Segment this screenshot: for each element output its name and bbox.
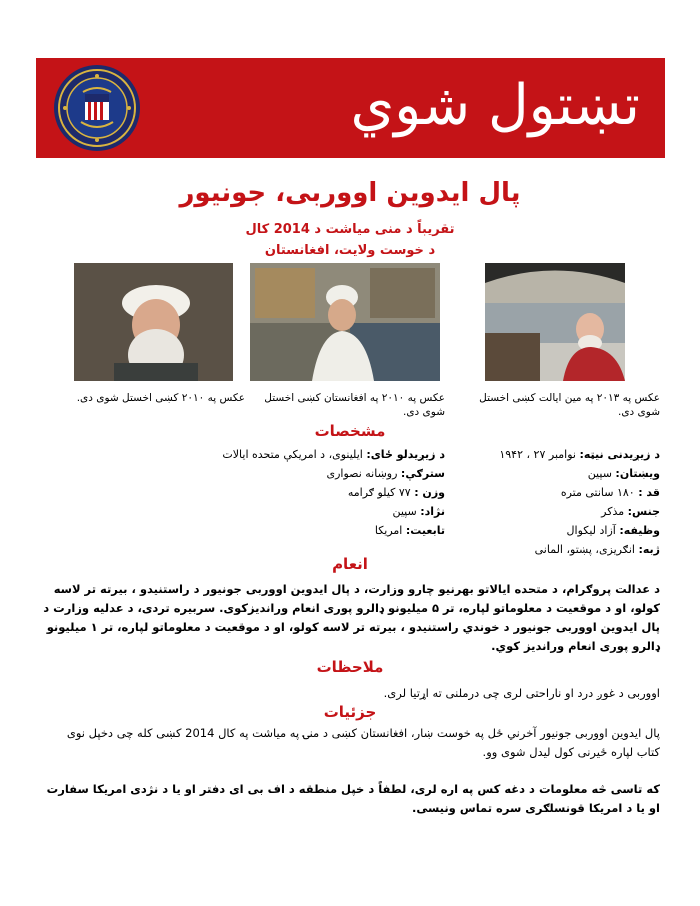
description-heading: مشخصات [314,422,386,440]
place-line: د خوست ولایت، افغانستان [264,243,436,258]
photo-3 [485,263,625,381]
details-text: پال ایدوین اووربی جونیور آخرني ځل په خوست ښار، افغانستان کښی د منۍ په میاشت په کال 2014 کښی کله چی دخپل نوی کتاب لپاره ځیرنی کول لیدل شوی وو. [66,726,660,759]
weight-field: وزن : ۷۷ کیلو ګرامه [347,486,445,499]
photo-3-caption: عکس په ۲۰۱۳ په مین ایالت کښی اخستل شوی دی. [479,392,660,418]
banner-title: تښتول شوي [350,73,640,138]
hair-field: ویښتان: سپین [587,467,660,480]
reward-text: د عدالت پروګرام، د متحده ایالاتو بهرنیو چارو وزارت، د پال ایدوین اووربی جونیور د راستنیدو ، بیرته تر لاسه کولو، او د موقعیت د معلوماتو لپاره، تر ۵ میلیونو ډالرو پوری انعام وراندیزکوی. سربیره تردی، د عدلیه وزارت د پال ایدوین اووربی جونیور د خوندي راستنیدو ، بیرته تر لاسه کولو، او د موقعیت د معلوماتو لپاره، تر ۱ میلیونو ډالرو پوری انعام وراندیز کوي. [43,582,660,653]
height-field: قد : ۱۸۰ سانتی متره [560,486,660,499]
details-heading: جزئیات [323,703,377,721]
race-field: نژاد: سپین [392,505,445,518]
person-name: پال ایدوین اووربی، جونیور [179,178,521,208]
photo-1-caption: عکس په ۲۰۱۰ کښی اخستل شوی دی. [76,392,245,404]
languages-field: ژبه: انګریزی، پښتو، المانی [534,543,660,556]
photo-1 [74,263,233,381]
sex-field: جنس: مذکر [601,505,660,518]
photo-2-caption: عکس په ۲۰۱۰ په افغانستان کښی اخستل شوی دی. [264,392,445,418]
remarks-text: اووربی د غوږ درد او ناراحتی لری چی درملنی ته اړتیا لری. [383,686,660,700]
date-line: تقریباً د منی میاشت د 2014 کال [245,222,455,237]
remarks-heading: ملاحظات [316,658,384,676]
eyes-field: سترګې: روښانه نصواری [326,467,445,480]
contact-text: که تاسی څه معلومات د دغه کس په اره لری، لطفاً د خپل منطقه د اف بی ای دفتر او یا د نژدی امریکا سفارت او یا د امریکا قونسلګری سره تماس ونیسی. [46,782,660,815]
photo-2 [250,263,440,381]
nationality-field: تابعیت: امریکا [374,524,445,537]
dob-field: د زیږیدنی نیټه: نوامبر ۲۷ ، ۱۹۴۲ [499,448,660,461]
birthplace-field: د زیږیدلو ځای: ایلینوی، د امریکې متحده ایالات [222,448,445,461]
reward-heading: انعام [332,555,368,573]
occupation-field: وظیفه: آزاد لیکوال [566,524,660,537]
fbi-seal-logo [53,64,141,152]
